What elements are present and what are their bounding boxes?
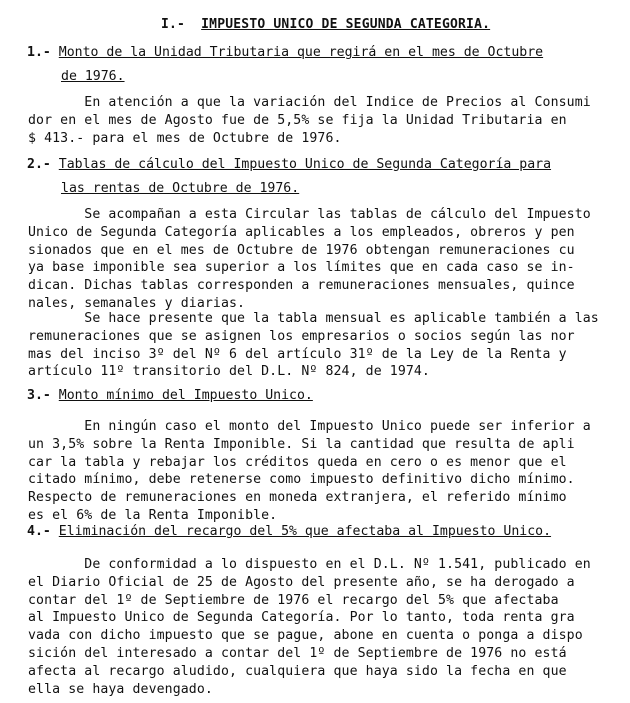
title-text: IMPUESTO UNICO DE SEGUNDA CATEGORIA. <box>201 17 491 32</box>
section-1-paragraph-1 <box>28 94 591 147</box>
section-1-paragraph-1-line: $ 413.- para el mes de Octubre de 1976. <box>28 130 342 146</box>
section-1-heading-line-1: Monto de la Unidad Tributaria que regirá en el mes de Octubre <box>58 45 544 60</box>
section-2-paragraph-1-line: sionados que en el mes de Octubre de 1976 obtengan remuneraciones cu <box>28 242 575 258</box>
section-2-heading-line-1: Tablas de cálculo del Impuesto Unico de Segunda Categoría para <box>58 157 552 172</box>
section-2-paragraph-1-line: Unico de Segunda Categoría aplicables a los empleados, obreros y pen <box>28 224 575 240</box>
section-2-paragraph-2-line: artículo 11º transitorio del D.L. Nº 824, de 1974. <box>28 364 430 380</box>
section-1-paragraph-1-line: dor en el mes de Agosto fue de 5,5% se fija la Unidad Tributaria en <box>28 112 567 128</box>
section-4-paragraph-1-line: De conformidad a lo dispuesto en el D.L. Nº 1.541, publicado en <box>28 557 591 572</box>
section-1-heading-line-2: de 1976. <box>61 69 125 84</box>
section-4-paragraph-1-line: afecta al recargo aludido, cualquiera que haya sido la fecha en que <box>28 663 567 679</box>
section-2-number: 2.- <box>27 157 51 172</box>
section-2-paragraph-1-line: nales, semanales y diarias. <box>28 295 246 311</box>
section-3-number: 3.- <box>27 388 51 403</box>
section-4-heading-line-1: Eliminación del recargo del 5% que afectaba al Impuesto Unico. <box>58 524 552 539</box>
section-1-heading <box>27 41 543 89</box>
section-1-paragraph-1-line: En atención a que la variación del Indice de Precios al Consumi <box>28 95 591 110</box>
section-4-paragraph-1-line: sición del interesado a contar del 1º de Septiembre de 1976 no está <box>28 645 567 661</box>
section-3-paragraph-1-line: es el 6% de la Renta Imponible. <box>28 507 278 523</box>
section-3-paragraph-1 <box>28 418 591 525</box>
section-4-paragraph-1-line: contar del 1º de Septiembre de 1976 el recargo del 5% que afectaba <box>28 592 559 608</box>
section-3-paragraph-1-line: car la tabla y rebajar los créditos queda en cero o es menor que el <box>28 454 567 470</box>
section-1-number: 1.- <box>27 45 51 60</box>
section-4-paragraph-1-line: ella se haya devengado. <box>28 681 213 697</box>
section-2-heading <box>27 153 551 201</box>
document-title <box>161 17 490 32</box>
section-3-paragraph-1-line: citado mínimo, debe retenerse como impuesto definitivo dicho mínimo. <box>28 472 575 488</box>
section-4-paragraph-1-line: al Impuesto Unico de Segunda Categoría. Por lo tanto, toda renta gra <box>28 610 575 626</box>
section-2-paragraph-1 <box>28 206 591 313</box>
section-3-heading-line-1: Monto mínimo del Impuesto Unico. <box>58 388 313 403</box>
section-4-number: 4.- <box>27 524 51 539</box>
section-4-paragraph-1-line: vada con dicho impuesto que se pague, abone en cuenta o ponga a dispo <box>28 628 583 644</box>
section-2-paragraph-2-line: Se hace presente que la tabla mensual es aplicable también a las <box>28 311 599 326</box>
section-4-paragraph-1 <box>28 556 591 698</box>
section-4-heading <box>27 520 551 544</box>
section-3-heading <box>27 384 313 408</box>
section-4-paragraph-1-line: el Diario Oficial de 25 de Agosto del presente año, se ha derogado a <box>28 574 575 590</box>
section-3-paragraph-1-line: Respecto de remuneraciones en moneda extranjera, el referido mínimo <box>28 490 567 506</box>
section-2-paragraph-2-line: remuneraciones que se asignen los empresarios o socios según las nor <box>28 328 575 344</box>
section-2-paragraph-1-line: dican. Dichas tablas corresponden a remuneraciones mensuales, quince <box>28 278 575 294</box>
section-2-heading-line-2: las rentas de Octubre de 1976. <box>61 181 300 196</box>
section-3-paragraph-1-line: un 3,5% sobre la Renta Imponible. Si la cantidad que resulta de apli <box>28 436 575 452</box>
section-2-paragraph-1-line: ya base imponible sea superior a los límites que en cada caso se in- <box>28 260 575 276</box>
section-2-paragraph-1-line: Se acompañan a esta Circular las tablas de cálculo del Impuesto <box>28 207 591 222</box>
title-number: I.- <box>161 17 186 32</box>
section-2-paragraph-2-line: mas del inciso 3º del Nº 6 del artículo 31º de la Ley de la Renta y <box>28 346 567 362</box>
section-3-paragraph-1-line: En ningún caso el monto del Impuesto Unico puede ser inferior a <box>28 419 591 434</box>
section-2-paragraph-2 <box>28 310 599 381</box>
